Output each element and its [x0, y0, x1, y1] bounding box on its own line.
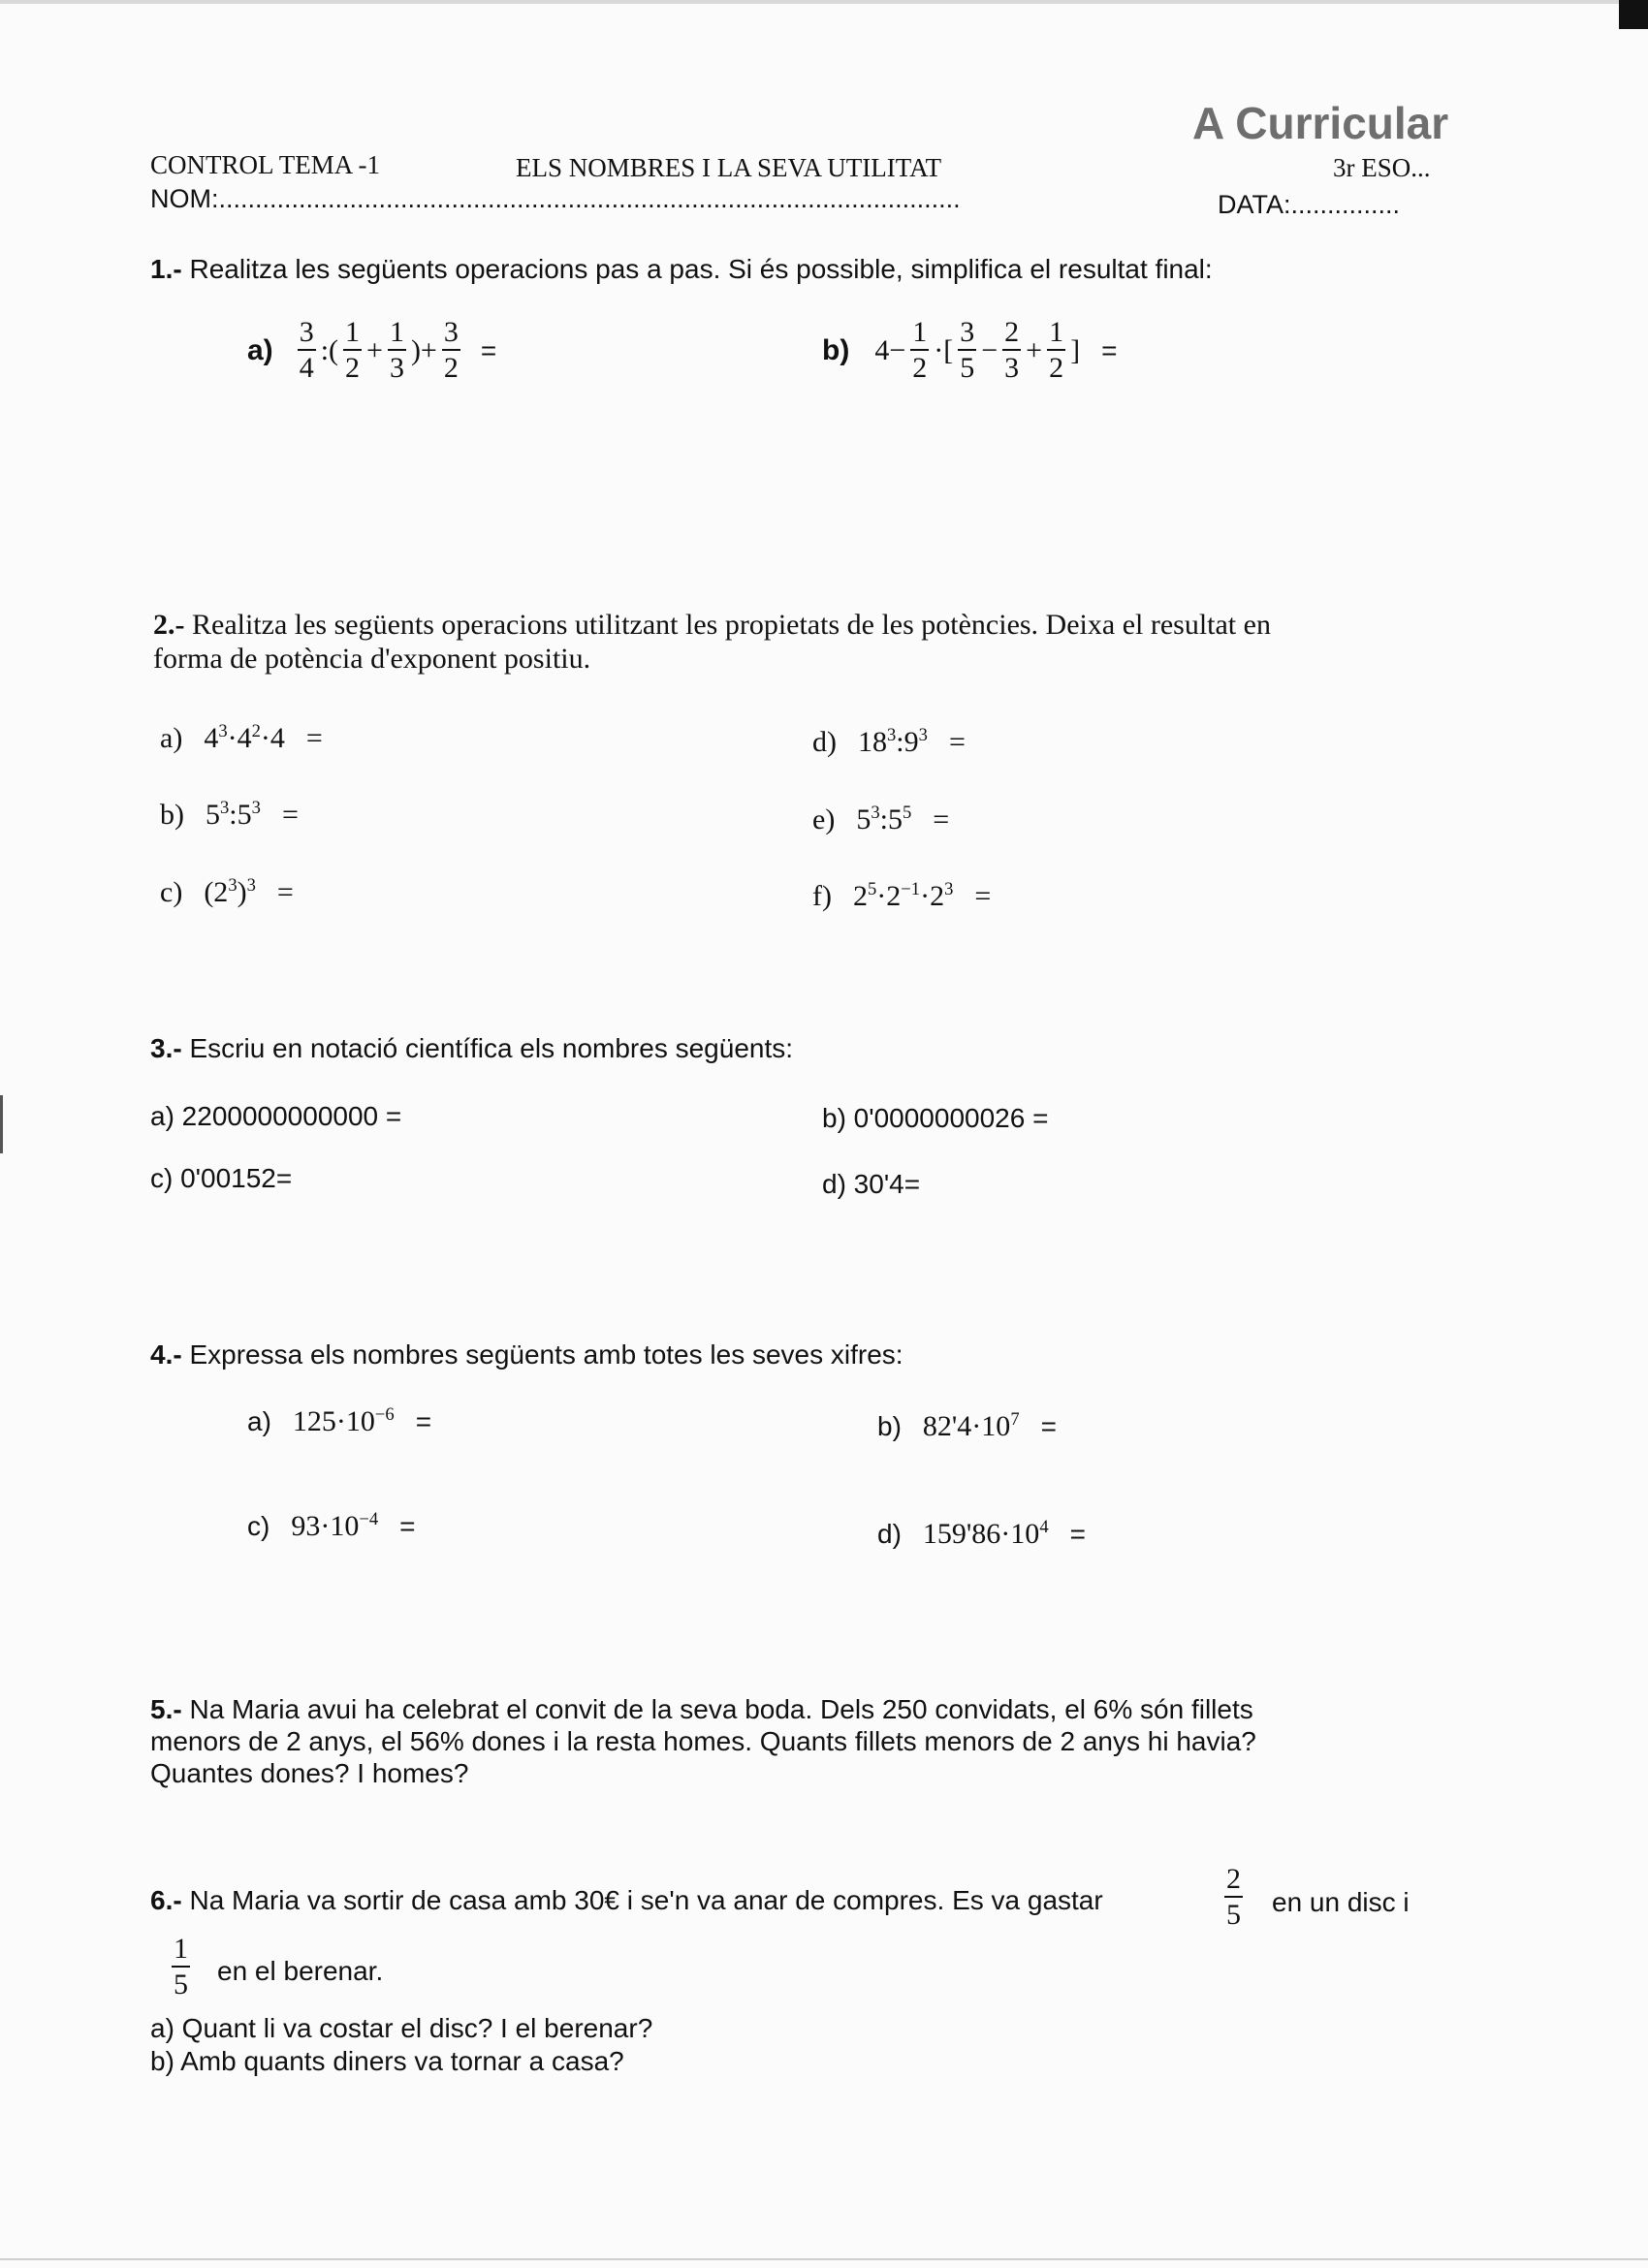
equals-sign: = — [399, 1511, 416, 1541]
question-2-line-1: 2.- Realitza les següents operacions utilitzant les propietats de les potències. Deixa el resultat en — [153, 609, 1271, 641]
curricular-badge: A Curricular — [1192, 98, 1449, 148]
question-3-prompt: 3.- Escriu en notació científica els nombres següents: — [150, 1033, 794, 1063]
q2-item-label: e) — [812, 803, 836, 835]
q2-item-label: f) — [812, 880, 832, 912]
q4-item-4: d) $159'86\cdot 10^4$ = — [877, 1517, 1086, 1550]
question-1-text: Realitza les següents operacions pas a pas. Si és possible, simplifica el resultat final: — [189, 254, 1213, 284]
equals-sign: = — [948, 726, 966, 758]
q6-fraction-snack: $\frac{1}{5}$ — [174, 1933, 188, 2000]
scan-top-edge — [0, 0, 1648, 4]
q2-item-3: c) $(2^3)^3$ = — [160, 875, 294, 908]
question-6-subquestion-a: a) Quant li va costar el disc? I el berenar? — [150, 2013, 653, 2043]
fraction: $\frac{3}{4}$ — [299, 316, 314, 384]
question-6-line-1-end: en un disc i — [1272, 1887, 1410, 1917]
q3-item-c: c) 0'00152= — [150, 1163, 293, 1193]
q3-item-a: a) 2200000000000 = — [150, 1101, 402, 1131]
q3-item-d: d) 30'4= — [822, 1169, 921, 1199]
question-6-line-2: en el berenar. — [217, 1956, 384, 1986]
question-5-line-2: menors de 2 anys, el 56% dones i la resta homes. Quants fillets menors de 2 anys hi havia? — [150, 1726, 1256, 1756]
question-4-number: 4.- — [150, 1339, 182, 1370]
fraction: $\frac{3}{5}$ — [960, 316, 975, 384]
fraction: $\frac{1}{2}$ — [345, 316, 361, 384]
question-2-line-2: forma de potència d'exponent positiu. — [153, 643, 591, 675]
equals-sign: = — [281, 799, 299, 831]
grade-label: 3r ESO... — [1333, 153, 1431, 182]
q4-item-3: c) $93\cdot 10^{-4}$ = — [247, 1509, 416, 1542]
question-6-number: 6.- — [150, 1885, 182, 1915]
fraction: $\frac{1}{2}$ — [1049, 316, 1064, 384]
fraction: $\frac{2}{3}$ — [1004, 316, 1020, 384]
equals-sign: = — [1040, 1411, 1057, 1441]
q4-item-1: a) $125\cdot 10^{-6}$ = — [247, 1404, 432, 1437]
q6-fraction-disc: $\frac{2}{5}$ — [1226, 1863, 1241, 1931]
q4-item-2: b) $82'4\cdot 10^7$ = — [877, 1409, 1057, 1442]
question-6-line-1: 6.- Na Maria va sortir de casa amb 30€ i se'n va anar de compres. Es va gastar — [150, 1885, 1103, 1915]
question-1-number: 1.- — [150, 254, 182, 284]
question-4-prompt: 4.- Expressa els nombres següents amb totes les seves xifres: — [150, 1339, 903, 1370]
q1-expression-a: a) $\frac{3}{4}$ :( $\frac{1}{2}$ + $\frac{1}{3}$ )+ $\frac{3}{2}$ = — [247, 316, 497, 384]
equals-sign: = — [276, 876, 294, 908]
question-5-number: 5.- — [150, 1694, 182, 1724]
scan-bottom-edge — [0, 2258, 1648, 2260]
equals-sign: = — [1101, 334, 1118, 365]
equals-sign: = — [305, 722, 323, 754]
question-6-subquestion-b: b) Amb quants diners va tornar a casa? — [150, 2046, 624, 2076]
q2-item-label: d) — [812, 726, 837, 758]
q2-item-5: e) $5^3:5^5$ = — [812, 803, 950, 835]
scan-corner-mark — [1619, 0, 1648, 29]
subject-title: ELS NOMBRES I LA SEVA UTILITAT — [516, 153, 942, 182]
equals-sign: = — [933, 803, 950, 835]
question-5-line-1: 5.- Na Maria avui ha celebrat el convit de la seva boda. Dels 250 convidats, el 6% són fillets — [150, 1694, 1253, 1724]
q1-expression-b: b) 4− $\frac{1}{2}$ ·[ $\frac{3}{5}$ − $\frac{2}{3}$ + $\frac{1}{2}$ ] = — [822, 316, 1118, 384]
name-field[interactable]: NOM:...................................................................................................... — [150, 184, 961, 213]
q1a-label: a) — [247, 333, 273, 366]
scan-left-mark — [0, 1095, 3, 1153]
control-title: CONTROL TEMA -1 — [150, 150, 381, 179]
question-3-number: 3.- — [150, 1033, 182, 1063]
q3-item-b: b) 0'0000000026 = — [822, 1103, 1049, 1133]
fraction: $\frac{1}{2}$ — [912, 316, 928, 384]
q2-item-4: d) $18^3:9^3$ = — [812, 725, 966, 758]
q2-item-label: c) — [160, 876, 183, 908]
date-field[interactable]: DATA:............... — [1218, 190, 1401, 219]
question-1-prompt — [150, 254, 1213, 285]
equals-sign: = — [1069, 1519, 1086, 1549]
equals-sign: = — [480, 334, 497, 365]
equals-sign: = — [974, 880, 992, 912]
q2-item-label: a) — [160, 722, 183, 754]
q2-item-label: b) — [160, 799, 184, 831]
fraction: $\frac{1}{3}$ — [389, 316, 404, 384]
q2-item-1: a) $4^3\cdot 4^2\cdot 4$ = — [160, 721, 323, 754]
fraction: $\frac{3}{2}$ — [443, 316, 459, 384]
q4-item-label: d) — [877, 1519, 902, 1549]
equals-sign: = — [415, 1406, 432, 1436]
q1b-label: b) — [822, 333, 850, 366]
q4-item-label: c) — [247, 1511, 270, 1541]
question-5-line-3: Quantes dones? I homes? — [150, 1758, 469, 1788]
q4-item-label: a) — [247, 1406, 271, 1436]
q2-item-6: f) $2^5\cdot 2^{-1}\cdot 2^3$ = — [812, 879, 992, 912]
q2-item-2: b) $5^3:5^3$ = — [160, 798, 299, 831]
q4-item-label: b) — [877, 1411, 902, 1441]
question-2-number: 2.- — [153, 609, 185, 641]
